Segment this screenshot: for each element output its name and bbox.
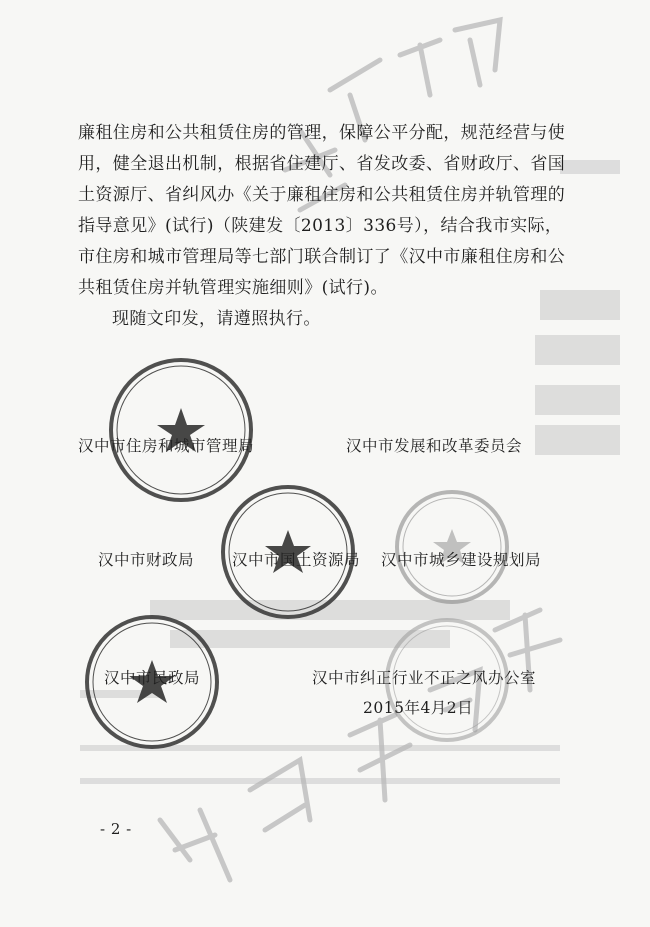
paragraph-line: 廉租住房和公共租赁住房的管理，保障公平分配，规范经营与使 (78, 123, 566, 143)
paragraph-line: 共租赁住房并轨管理实施细则》(试行)。 (78, 278, 388, 298)
paragraph-line: 指导意见》(试行)（陕建发〔2013〕336号），结合我市实际， (78, 216, 563, 236)
page-number: - 2 - (100, 820, 132, 838)
signatory-development-reform: 汉中市发展和改革委员会 (346, 437, 523, 455)
document-date: 2015年4月2日 (363, 699, 474, 717)
signatory-urban-rural-planning: 汉中市城乡建设规划局 (381, 551, 542, 569)
paragraph-line: 市住房和城市管理局等七部门联合制订了《汉中市廉租住房和公 (78, 247, 566, 267)
signatory-civil-affairs: 汉中市民政局 (104, 669, 201, 687)
paragraph-line: 土资源厅、省纠风办《关于廉租住房和公共租赁住房并轨管理的 (78, 185, 566, 205)
official-seal (392, 487, 512, 607)
paragraph-line: 用，健全退出机制，根据省住建厅、省发改委、省财政厅、省国 (78, 154, 566, 174)
signatory-rectification-office: 汉中市纠正行业不正之风办公室 (312, 669, 537, 687)
signatory-housing: 汉中市住房和城市管理局 (78, 437, 255, 455)
signatory-land-resources: 汉中市国土资源局 (232, 551, 361, 569)
closing-line: 现随文印发，请遵照执行。 (112, 309, 321, 329)
signatory-finance: 汉中市财政局 (98, 551, 195, 569)
